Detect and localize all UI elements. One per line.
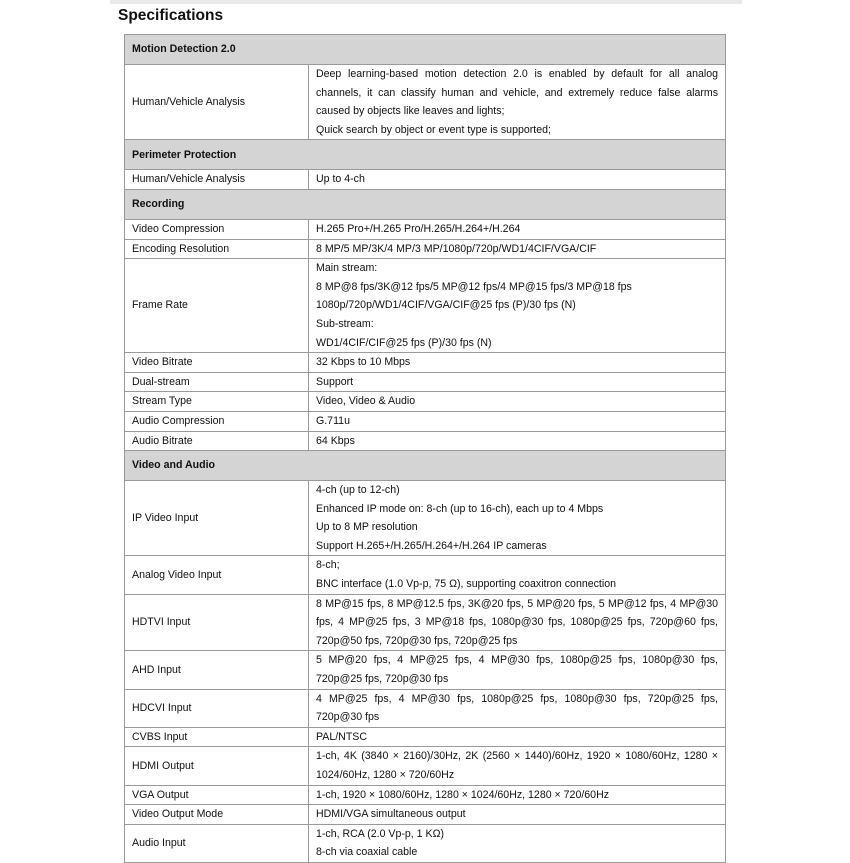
spec-label: Video Output Mode xyxy=(125,805,309,825)
spec-row xyxy=(125,824,726,862)
spec-row xyxy=(125,259,726,353)
spec-row xyxy=(125,747,726,785)
spec-row xyxy=(125,411,726,431)
spec-label: Human/Vehicle Analysis xyxy=(125,170,309,190)
spec-label: VGA Output xyxy=(125,785,309,805)
spec-value: H.265 Pro+/H.265 Pro/H.265/H.264+/H.264 xyxy=(309,219,726,239)
spec-row xyxy=(125,353,726,373)
spec-value: 8 MP@15 fps, 8 MP@12.5 fps, 3K@20 fps, 5 MP@20 fps, 5 MP@12 fps, 4 MP@30 fps, 4 MP@25 fps, 3 MP@18 fps, 1080p@30 fps, 1080p@25 fps, 720p@60 fps, 720p@50 fps, 720p@30 fps, 720p@25 fps xyxy=(309,594,726,651)
spec-value: 1-ch, 4K (3840 × 2160)/30Hz, 2K (2560 × 1440)/60Hz, 1920 × 1080/60Hz, 1280 × 1024/60Hz, 1280 × 720/60Hz xyxy=(309,747,726,785)
section-title: Video and Audio xyxy=(125,451,726,481)
spec-label: HDTVI Input xyxy=(125,594,309,651)
spec-row xyxy=(125,805,726,825)
spec-value: 64 Kbps xyxy=(309,431,726,451)
spec-label: IP Video Input xyxy=(125,481,309,556)
spec-value: Main stream: 8 MP@8 fps/3K@12 fps/5 MP@12 fps/4 MP@15 fps/3 MP@18 fps 1080p/720p/WD1/4CIF/VGA/CIF@25 fps (P)/30 fps (N) Sub-stream: WD1/4CIF/CIF@25 fps (P)/30 fps (N) xyxy=(309,259,726,353)
spec-label: Encoding Resolution xyxy=(125,239,309,259)
section-title: Recording xyxy=(125,189,726,219)
spec-label: HDCVI Input xyxy=(125,689,309,727)
spec-value: 4-ch (up to 12-ch) Enhanced IP mode on: 8-ch (up to 16-ch), each up to 4 Mbps Up to 8 MP resolution Support H.265+/H.265/H.264+/H.264 IP cameras xyxy=(309,481,726,556)
spec-row xyxy=(125,372,726,392)
spec-value: Video, Video & Audio xyxy=(309,392,726,412)
spec-label: Frame Rate xyxy=(125,259,309,353)
spec-row xyxy=(125,651,726,689)
spec-value: PAL/NTSC xyxy=(309,727,726,747)
spec-label: Audio Input xyxy=(125,824,309,862)
spec-value: G.711u xyxy=(309,411,726,431)
spec-label: HDMI Output xyxy=(125,747,309,785)
spec-value: 1-ch, RCA (2.0 Vp-p, 1 KΩ) 8-ch via coaxial cable xyxy=(309,824,726,862)
spec-row xyxy=(125,219,726,239)
top-divider xyxy=(110,0,742,4)
spec-value: 5 MP@20 fps, 4 MP@25 fps, 4 MP@30 fps, 1080p@25 fps, 1080p@30 fps, 720p@25 fps, 720p@30 fps xyxy=(309,651,726,689)
section-header xyxy=(125,189,726,219)
spec-label: CVBS Input xyxy=(125,727,309,747)
spec-value: 8-ch; BNC interface (1.0 Vp-p, 75 Ω), supporting coaxitron connection xyxy=(309,556,726,594)
section-header xyxy=(125,35,726,65)
spec-row xyxy=(125,65,726,140)
specifications-table xyxy=(124,34,726,863)
spec-row xyxy=(125,170,726,190)
spec-value: 1-ch, 1920 × 1080/60Hz, 1280 × 1024/60Hz, 1280 × 720/60Hz xyxy=(309,785,726,805)
spec-label: Dual-stream xyxy=(125,372,309,392)
spec-row xyxy=(125,785,726,805)
spec-row xyxy=(125,727,726,747)
spec-row xyxy=(125,239,726,259)
spec-label: Video Compression xyxy=(125,219,309,239)
spec-value: Deep learning-based motion detection 2.0 is enabled by default for all analog channels, it can classify human and vehicle, and extremely reduce false alarms caused by objects like leaves and lights; Quick search by object or event type is supported; xyxy=(309,65,726,140)
spec-label: Video Bitrate xyxy=(125,353,309,373)
spec-value: Support xyxy=(309,372,726,392)
spec-label: Stream Type xyxy=(125,392,309,412)
spec-label: Audio Bitrate xyxy=(125,431,309,451)
spec-row xyxy=(125,594,726,651)
spec-row xyxy=(125,556,726,594)
spec-row xyxy=(125,481,726,556)
section-title: Perimeter Protection xyxy=(125,140,726,170)
section-header xyxy=(125,140,726,170)
spec-label: Human/Vehicle Analysis xyxy=(125,65,309,140)
spec-label: AHD Input xyxy=(125,651,309,689)
section-header xyxy=(125,451,726,481)
spec-label: Audio Compression xyxy=(125,411,309,431)
spec-value: Up to 4-ch xyxy=(309,170,726,190)
spec-value: HDMI/VGA simultaneous output xyxy=(309,805,726,825)
spec-value: 4 MP@25 fps, 4 MP@30 fps, 1080p@25 fps, 1080p@30 fps, 720p@25 fps, 720p@30 fps xyxy=(309,689,726,727)
spec-row xyxy=(125,689,726,727)
spec-value: 8 MP/5 MP/3K/4 MP/3 MP/1080p/720p/WD1/4CIF/VGA/CIF xyxy=(309,239,726,259)
spec-row xyxy=(125,431,726,451)
section-title: Motion Detection 2.0 xyxy=(125,35,726,65)
spec-row xyxy=(125,392,726,412)
spec-value: 32 Kbps to 10 Mbps xyxy=(309,353,726,373)
spec-label: Analog Video Input xyxy=(125,556,309,594)
page-title: Specifications xyxy=(118,7,224,24)
